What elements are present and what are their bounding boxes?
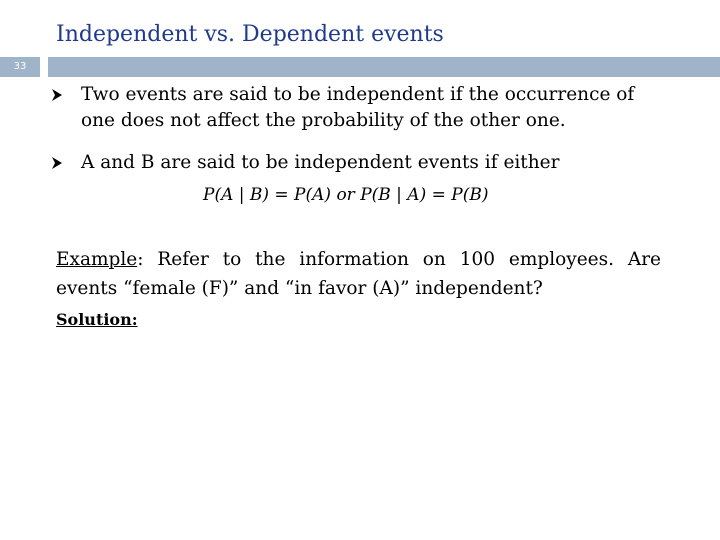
solution-label: Solution: (56, 310, 138, 329)
example-label: Example (56, 249, 138, 270)
example-text: : Refer to the information on 100 employees. Are events “female (F)” and “in favor (A)” independent? (56, 249, 661, 299)
slide-number: 33 (13, 61, 27, 72)
bullet-text: A and B are said to be independent events if either (81, 152, 560, 173)
arrow-bullet-icon (52, 89, 62, 101)
example-paragraph (56, 245, 661, 303)
bullet-text: Two events are said to be independent if the occurrence of one does not affect the probability of the other one. (81, 84, 635, 131)
arrow-bullet-icon (52, 157, 62, 169)
bullet-item (52, 82, 672, 134)
bullet-list (52, 82, 672, 192)
bullet-item (52, 150, 672, 176)
slide-title: Independent vs. Dependent events (56, 22, 444, 47)
slide-number-bar (0, 57, 40, 77)
independence-formula: P(A | B) = P(A) or P(B | A) = P(B) (203, 185, 489, 205)
title-rule (48, 57, 720, 77)
